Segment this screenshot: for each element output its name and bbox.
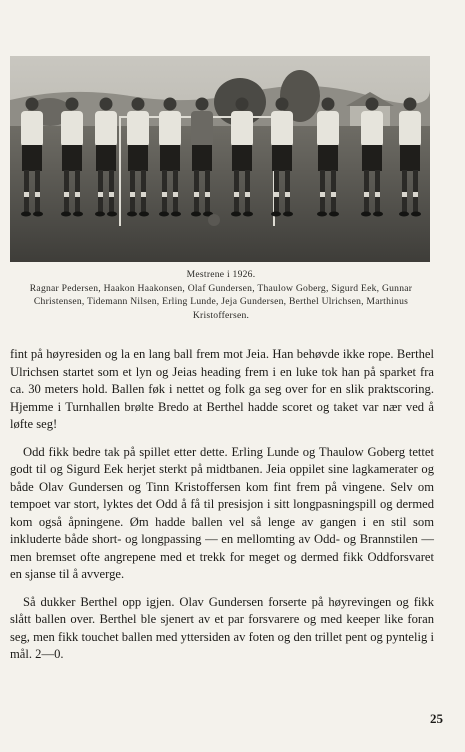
caption-title: Mestrene i 1926. [186, 269, 256, 280]
caption-names: Ragnar Pedersen, Haakon Haakonsen, Olaf Gundersen, Thaulow Goberg, Sigurd Eek, Gunnar Christensen, Tidemann Nilsen, Erling Lunde, Jeja Gundersen, Berthel Ulrichsen, Marthinus Kristoffersen. [29, 283, 413, 321]
team-photo-illustration [10, 56, 430, 262]
football [208, 214, 220, 226]
paragraph: Så dukker Berthel opp igjen. Olav Gundersen forserte på høyrevingen og fikk slått ballen over. Berthel ble sjenert av et par forsvarere og med keeper like foran seg, men fikk touchet ballen med yttersiden av foten og den trillet pent og pyntelig i mål. 2—0. [10, 594, 434, 661]
photo-caption [10, 268, 432, 322]
team-photo [10, 56, 430, 262]
body-text [10, 346, 434, 674]
paragraph: fint på høyresiden og la en lang ball frem mot Jeia. Han behøvde ikke rope. Berthel Ulrichsen startet som et lyn og Jeias heading frem i en luke tok han på sparket fra ca. 30 meters hold. Ballen føk i nettet og folk ga seg over for en slik praktscoring. Hjemme i Turnhallen brølte Bredo at Berthel hadde scoret og taket var nær ved å løfte seg! [10, 347, 434, 431]
paragraph: Odd fikk bedre tak på spillet etter dette. Erling Lunde og Thaulow Goberg tettet godt til og Sigurd Eek herjet sterkt på midtbanen. Jeia oppilet sine lagkamerater og både Olav Gundersen og Tinn Kristoffersen kom fint frem på vingene. Selv om tempoet var stort, lyktes det Odd å få til presisjon i sitt longpasningspill og dermed kom også åpningene. Øm hadde ballen vel så lenge av gangen i en stil som inkluderte både short- og longpassing — en mellomting av Odd- og Brannstilen — men bremset ofte angrepene med et trekk for meget og dermed fikk Oddforsvaret en sjanse til å avverge. [10, 444, 434, 581]
page-number: 25 [430, 711, 443, 726]
